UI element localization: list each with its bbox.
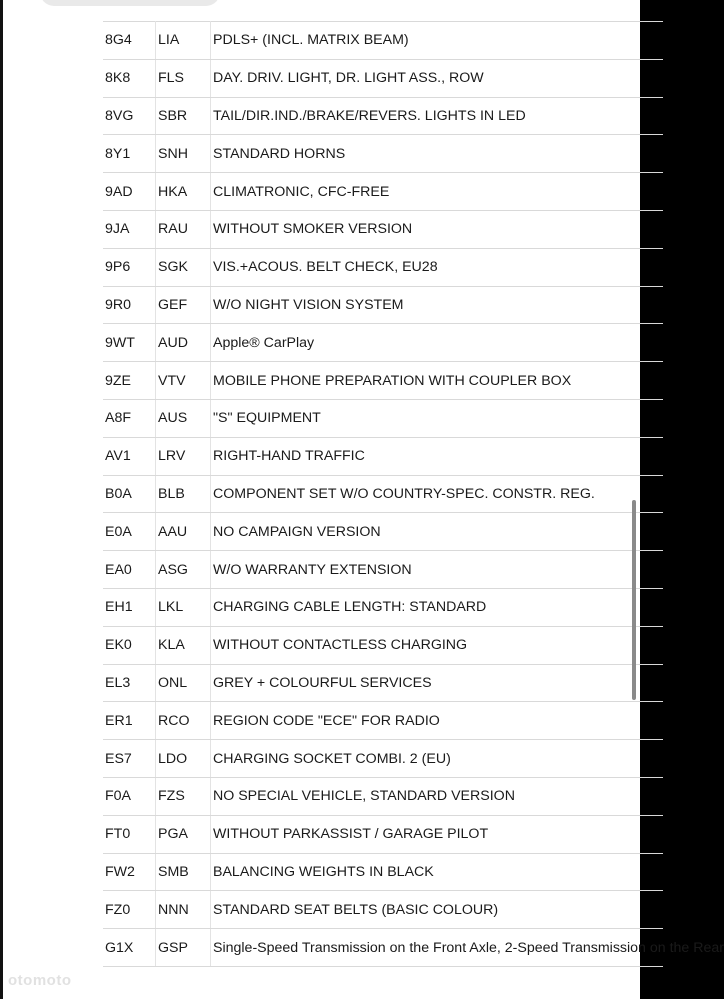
option-description: CHARGING SOCKET COMBI. 2 (EU) — [211, 740, 664, 778]
option-description: WITHOUT SMOKER VERSION — [211, 210, 664, 248]
option-family: LDO — [156, 740, 211, 778]
option-description: WITHOUT PARKASSIST / GARAGE PILOT — [211, 815, 664, 853]
table-row — [103, 664, 663, 702]
option-code: ER1 — [103, 702, 156, 740]
option-code: F0A — [103, 777, 156, 815]
table-row — [103, 853, 663, 891]
option-description: COMPONENT SET W/O COUNTRY-SPEC. CONSTR. REG. — [211, 475, 664, 513]
option-description: W/O NIGHT VISION SYSTEM — [211, 286, 664, 324]
option-family: KLA — [156, 626, 211, 664]
option-code: E0A — [103, 513, 156, 551]
option-family: AAU — [156, 513, 211, 551]
table-row — [103, 210, 663, 248]
option-code: 9ZE — [103, 362, 156, 400]
option-description: MOBILE PHONE PREPARATION WITH COUPLER BOX — [211, 362, 664, 400]
option-description: CHARGING CABLE LENGTH: STANDARD — [211, 588, 664, 626]
option-family: BLB — [156, 475, 211, 513]
vertical-scrollbar[interactable] — [632, 500, 636, 700]
option-family: GEF — [156, 286, 211, 324]
option-code: 9JA — [103, 210, 156, 248]
option-description: NO SPECIAL VEHICLE, STANDARD VERSION — [211, 777, 664, 815]
option-code: FZ0 — [103, 891, 156, 929]
table-row — [103, 59, 663, 97]
table-row — [103, 437, 663, 475]
option-family: LRV — [156, 437, 211, 475]
option-description: GREY + COLOURFUL SERVICES — [211, 664, 664, 702]
option-description: STANDARD SEAT BELTS (BASIC COLOUR) — [211, 891, 664, 929]
option-family: SNH — [156, 135, 211, 173]
option-code: 8K8 — [103, 59, 156, 97]
table-row — [103, 135, 663, 173]
table-row — [103, 891, 663, 929]
table-row — [103, 173, 663, 211]
option-description: STANDARD HORNS — [211, 135, 664, 173]
option-description: TAIL/DIR.IND./BRAKE/REVERS. LIGHTS IN LED — [211, 97, 664, 135]
option-family: FZS — [156, 777, 211, 815]
option-description: W/O WARRANTY EXTENSION — [211, 551, 664, 589]
option-description: Single-Speed Transmission on the Front Axle, 2-Speed Transmission on the Rear — [211, 929, 664, 967]
option-code: EK0 — [103, 626, 156, 664]
option-code: AV1 — [103, 437, 156, 475]
table-row — [103, 475, 663, 513]
option-family: RCO — [156, 702, 211, 740]
table-row — [103, 286, 663, 324]
option-family: NNN — [156, 891, 211, 929]
table-row — [103, 588, 663, 626]
table-row — [103, 513, 663, 551]
table-row — [103, 929, 663, 967]
option-family: SGK — [156, 248, 211, 286]
option-family: FLS — [156, 59, 211, 97]
option-description: DAY. DRIV. LIGHT, DR. LIGHT ASS., ROW — [211, 59, 664, 97]
left-frame-edge — [0, 0, 3, 999]
option-family: LIA — [156, 22, 211, 60]
option-family: PGA — [156, 815, 211, 853]
equipment-options-table — [103, 21, 724, 967]
option-code: EH1 — [103, 588, 156, 626]
table-row — [103, 702, 663, 740]
table-row — [103, 22, 663, 60]
option-description: PDLS+ (INCL. MATRIX BEAM) — [211, 22, 664, 60]
option-code: EA0 — [103, 551, 156, 589]
option-code: A8F — [103, 399, 156, 437]
option-code: EL3 — [103, 664, 156, 702]
equipment-table-body — [103, 22, 724, 967]
option-description: VIS.+ACOUS. BELT CHECK, EU28 — [211, 248, 664, 286]
watermark-logo: otomoto — [8, 972, 72, 989]
option-code: 9R0 — [103, 286, 156, 324]
option-description: Apple® CarPlay — [211, 324, 664, 362]
option-code: 8VG — [103, 97, 156, 135]
option-description: RIGHT-HAND TRAFFIC — [211, 437, 664, 475]
option-description: CLIMATRONIC, CFC-FREE — [211, 173, 664, 211]
table-row — [103, 324, 663, 362]
option-code: 9AD — [103, 173, 156, 211]
option-code: 8G4 — [103, 22, 156, 60]
option-family: VTV — [156, 362, 211, 400]
option-family: ONL — [156, 664, 211, 702]
option-description: NO CAMPAIGN VERSION — [211, 513, 664, 551]
option-family: LKL — [156, 588, 211, 626]
option-family: RAU — [156, 210, 211, 248]
option-family: SBR — [156, 97, 211, 135]
option-code: FT0 — [103, 815, 156, 853]
option-code: 8Y1 — [103, 135, 156, 173]
option-family: AUS — [156, 399, 211, 437]
table-row — [103, 97, 663, 135]
table-row — [103, 740, 663, 778]
option-code: 9WT — [103, 324, 156, 362]
option-description: REGION CODE "ECE" FOR RADIO — [211, 702, 664, 740]
option-family: ASG — [156, 551, 211, 589]
option-code: FW2 — [103, 853, 156, 891]
table-row — [103, 626, 663, 664]
table-row — [103, 248, 663, 286]
option-description: WITHOUT CONTACTLESS CHARGING — [211, 626, 664, 664]
option-code: G1X — [103, 929, 156, 967]
table-row — [103, 551, 663, 589]
option-code: ES7 — [103, 740, 156, 778]
table-row — [103, 362, 663, 400]
option-family: AUD — [156, 324, 211, 362]
option-family: SMB — [156, 853, 211, 891]
option-code: 9P6 — [103, 248, 156, 286]
option-code: B0A — [103, 475, 156, 513]
option-description: BALANCING WEIGHTS IN BLACK — [211, 853, 664, 891]
top-overlay-edge — [40, 0, 220, 6]
option-family: GSP — [156, 929, 211, 967]
table-row — [103, 815, 663, 853]
option-family: HKA — [156, 173, 211, 211]
table-row — [103, 399, 663, 437]
option-description: "S" EQUIPMENT — [211, 399, 664, 437]
table-row — [103, 777, 663, 815]
